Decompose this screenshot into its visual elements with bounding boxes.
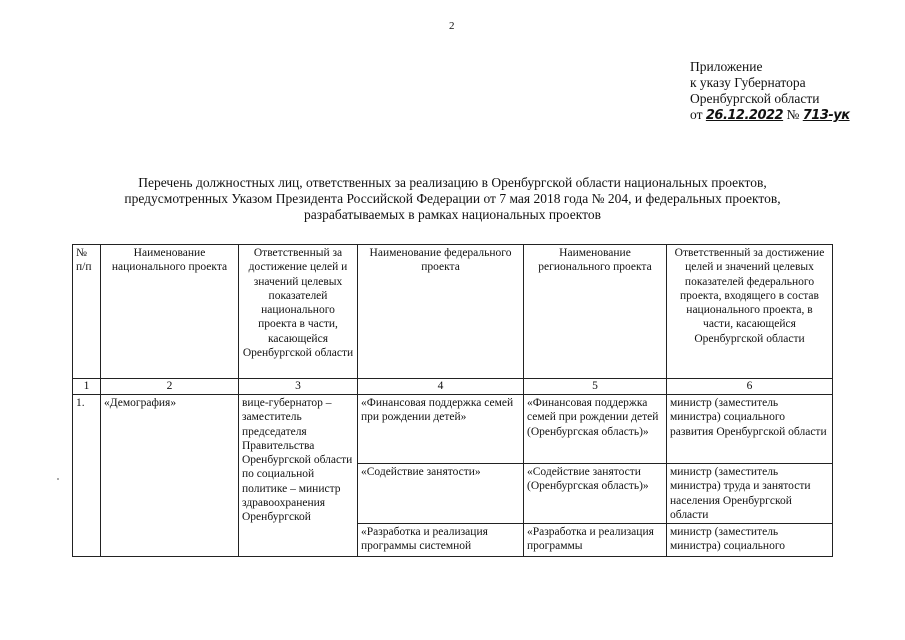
regional-project-name: «Финансовая поддержка семей при рождении детей (Оренбургская область)» <box>524 395 667 464</box>
regional-project-name: «Разработка и реализация программы <box>524 524 667 557</box>
column-number: 1 <box>73 379 101 395</box>
header-cell-responsible-national: Ответственный за достижение целей и значений целевых показателей национального проекта в части, касающейся Оренбургской области <box>239 245 358 379</box>
federal-project-name: «Содействие занятости» <box>358 464 524 524</box>
number-prefix: № <box>786 107 800 122</box>
regional-project-name: «Содействие занятости (Оренбургская область)» <box>524 464 667 524</box>
scan-smudge <box>57 478 59 480</box>
column-number: 4 <box>358 379 524 395</box>
header-cell-responsible-federal: Ответственный за достижение целей и значений целевых показателей федерального проекта, входящего в состав национального проекта, в части, касающейся Оренбургской области <box>667 245 833 379</box>
handwritten-date: 26.12.2022 <box>705 108 784 123</box>
table-header-row <box>73 245 833 379</box>
federal-project-name: «Разработка и реализация программы системной <box>358 524 524 557</box>
table-row <box>73 395 833 464</box>
header-cell-federal-project: Наименование федерального проекта <box>358 245 524 379</box>
federal-project-name: «Финансовая поддержка семей при рождении детей» <box>358 395 524 464</box>
header-cell-national-project: Наименование национального проекта <box>101 245 239 379</box>
appendix-line-2: к указу Губернатора <box>690 75 806 90</box>
federal-responsible: министр (заместитель министра) социального <box>667 524 833 557</box>
handwritten-number: 713-ук <box>802 108 850 123</box>
header-cell-regional-project: Наименование регионального проекта <box>524 245 667 379</box>
title-line-3: разрабатываемых в рамках национальных проектов <box>304 207 601 222</box>
federal-responsible: министр (заместитель министра) труда и занятости населения Оренбургской области <box>667 464 833 524</box>
column-number: 2 <box>101 379 239 395</box>
federal-responsible: министр (заместитель министра) социального развития Оренбургской области <box>667 395 833 464</box>
appendix-line-3: Оренбургской области <box>690 91 820 106</box>
row-number: 1. <box>73 395 101 557</box>
column-number: 5 <box>524 379 667 395</box>
national-project-name: «Демография» <box>101 395 239 557</box>
column-number-row <box>73 379 833 395</box>
appendix-block <box>690 59 850 124</box>
date-prefix: от <box>690 107 703 122</box>
column-number: 3 <box>239 379 358 395</box>
appendix-line-1: Приложение <box>690 59 763 74</box>
national-responsible: вице-губернатор – заместитель председателя Правительства Оренбургской области по социальной политике – министр здравоохранения Оренбургской <box>239 395 358 557</box>
title-line-1: Перечень должностных лиц, ответственных за реализацию в Оренбургской области национальных проектов, <box>138 175 767 190</box>
document-title <box>0 175 905 223</box>
column-number: 6 <box>667 379 833 395</box>
page-number: 2 <box>449 20 455 32</box>
officials-table <box>72 244 833 557</box>
title-line-2: предусмотренных Указом Президента Российской Федерации от 7 мая 2018 года № 204, и федеральных проектов, <box>124 191 781 206</box>
header-cell-number: № п/п <box>73 245 101 379</box>
appendix-date-line <box>690 107 850 124</box>
